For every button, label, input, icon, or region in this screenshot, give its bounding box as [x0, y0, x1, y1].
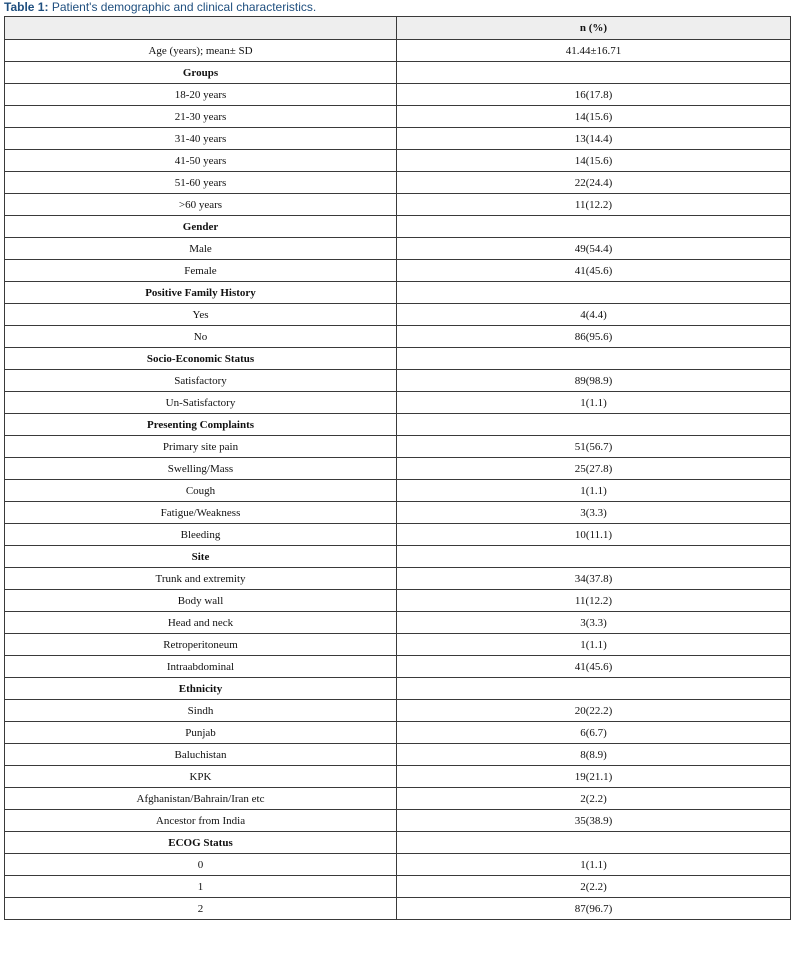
row-label-cell: Primary site pain	[5, 436, 397, 458]
row-value-cell: 1(1.1)	[397, 634, 791, 656]
table-row	[5, 898, 791, 920]
row-label-cell: Head and neck	[5, 612, 397, 634]
row-label-cell: Retroperitoneum	[5, 634, 397, 656]
table-row	[5, 524, 791, 546]
table-row	[5, 568, 791, 590]
section-heading-row	[5, 546, 791, 568]
row-value-cell: 34(37.8)	[397, 568, 791, 590]
row-value-cell: 86(95.6)	[397, 326, 791, 348]
caption-text: Patient's demographic and clinical characteristics.	[51, 0, 317, 14]
row-label-cell: Ancestor from India	[5, 810, 397, 832]
section-heading-cell: Site	[5, 546, 397, 568]
row-label-cell: Un-Satisfactory	[5, 392, 397, 414]
section-heading-cell: Positive Family History	[5, 282, 397, 304]
row-value-cell	[397, 678, 791, 700]
table-row	[5, 700, 791, 722]
table-row	[5, 106, 791, 128]
table-row	[5, 194, 791, 216]
table-row	[5, 788, 791, 810]
section-heading-row	[5, 216, 791, 238]
row-value-cell: 3(3.3)	[397, 502, 791, 524]
table-row	[5, 150, 791, 172]
row-label-cell: 18-20 years	[5, 84, 397, 106]
row-label-cell: 41-50 years	[5, 150, 397, 172]
table-row	[5, 436, 791, 458]
row-value-cell	[397, 832, 791, 854]
table-row	[5, 634, 791, 656]
table-row	[5, 612, 791, 634]
table-row	[5, 854, 791, 876]
row-value-cell: 2(2.2)	[397, 876, 791, 898]
row-value-cell: 1(1.1)	[397, 392, 791, 414]
table-row	[5, 304, 791, 326]
row-value-cell: 14(15.6)	[397, 106, 791, 128]
section-heading-cell: Ethnicity	[5, 678, 397, 700]
row-label-cell: Female	[5, 260, 397, 282]
header-cell-label	[5, 17, 397, 40]
row-label-cell: 51-60 years	[5, 172, 397, 194]
row-value-cell: 35(38.9)	[397, 810, 791, 832]
row-value-cell: 49(54.4)	[397, 238, 791, 260]
row-label-cell: Baluchistan	[5, 744, 397, 766]
row-label-cell: Body wall	[5, 590, 397, 612]
table-row	[5, 656, 791, 678]
row-value-cell: 87(96.7)	[397, 898, 791, 920]
row-value-cell: 51(56.7)	[397, 436, 791, 458]
table-row	[5, 502, 791, 524]
row-label-cell: Male	[5, 238, 397, 260]
table-row	[5, 876, 791, 898]
row-label-cell: Swelling/Mass	[5, 458, 397, 480]
section-heading-cell: Socio-Economic Status	[5, 348, 397, 370]
row-value-cell: 11(12.2)	[397, 590, 791, 612]
table-row	[5, 766, 791, 788]
row-label-cell: Yes	[5, 304, 397, 326]
row-value-cell: 20(22.2)	[397, 700, 791, 722]
row-value-cell	[397, 414, 791, 436]
row-label-cell: Fatigue/Weakness	[5, 502, 397, 524]
row-value-cell: 16(17.8)	[397, 84, 791, 106]
row-label-cell: Afghanistan/Bahrain/Iran etc	[5, 788, 397, 810]
section-heading-cell: Gender	[5, 216, 397, 238]
row-value-cell: 6(6.7)	[397, 722, 791, 744]
row-label-cell: No	[5, 326, 397, 348]
table-row	[5, 370, 791, 392]
row-value-cell: 14(15.6)	[397, 150, 791, 172]
row-value-cell	[397, 546, 791, 568]
section-heading-row	[5, 62, 791, 84]
row-label-cell: 2	[5, 898, 397, 920]
characteristics-table	[4, 16, 791, 920]
row-label-cell: Cough	[5, 480, 397, 502]
table-row	[5, 238, 791, 260]
section-heading-row	[5, 282, 791, 304]
header-row	[5, 17, 791, 40]
section-heading-cell: ECOG Status	[5, 832, 397, 854]
row-label-cell: Sindh	[5, 700, 397, 722]
table-row	[5, 458, 791, 480]
row-label-cell: >60 years	[5, 194, 397, 216]
table-row	[5, 40, 791, 62]
row-value-cell: 10(11.1)	[397, 524, 791, 546]
row-value-cell: 1(1.1)	[397, 854, 791, 876]
row-label-cell: Bleeding	[5, 524, 397, 546]
section-heading-cell: Groups	[5, 62, 397, 84]
table-row	[5, 744, 791, 766]
section-heading-row	[5, 348, 791, 370]
table-row	[5, 722, 791, 744]
row-label-cell: 1	[5, 876, 397, 898]
header-cell-value: n (%)	[397, 17, 791, 40]
row-label-cell: Punjab	[5, 722, 397, 744]
row-label-cell: Satisfactory	[5, 370, 397, 392]
caption-label: Table 1:	[4, 0, 49, 14]
row-value-cell	[397, 216, 791, 238]
row-value-cell: 19(21.1)	[397, 766, 791, 788]
row-label-cell: 21-30 years	[5, 106, 397, 128]
table-row	[5, 128, 791, 150]
row-value-cell: 89(98.9)	[397, 370, 791, 392]
table-body	[5, 40, 791, 920]
row-value-cell	[397, 62, 791, 84]
section-heading-row	[5, 414, 791, 436]
table-row	[5, 172, 791, 194]
row-value-cell	[397, 348, 791, 370]
row-label-cell: Intraabdominal	[5, 656, 397, 678]
row-value-cell: 2(2.2)	[397, 788, 791, 810]
row-value-cell: 4(4.4)	[397, 304, 791, 326]
row-value-cell: 8(8.9)	[397, 744, 791, 766]
table-row	[5, 590, 791, 612]
row-label-cell: Trunk and extremity	[5, 568, 397, 590]
row-value-cell: 3(3.3)	[397, 612, 791, 634]
row-label-cell: 31-40 years	[5, 128, 397, 150]
table-row	[5, 326, 791, 348]
table-row	[5, 480, 791, 502]
row-label-cell: 0	[5, 854, 397, 876]
row-value-cell: 22(24.4)	[397, 172, 791, 194]
row-value-cell: 41(45.6)	[397, 656, 791, 678]
table-row	[5, 84, 791, 106]
section-heading-row	[5, 678, 791, 700]
row-value-cell	[397, 282, 791, 304]
row-value-cell: 11(12.2)	[397, 194, 791, 216]
table-caption	[4, 0, 316, 14]
table-row	[5, 260, 791, 282]
table-row	[5, 392, 791, 414]
row-value-cell: 1(1.1)	[397, 480, 791, 502]
row-value-cell: 13(14.4)	[397, 128, 791, 150]
row-value-cell: 41.44±16.71	[397, 40, 791, 62]
table-row	[5, 810, 791, 832]
row-value-cell: 41(45.6)	[397, 260, 791, 282]
row-label-cell: KPK	[5, 766, 397, 788]
section-heading-row	[5, 832, 791, 854]
row-value-cell: 25(27.8)	[397, 458, 791, 480]
section-heading-cell: Presenting Complaints	[5, 414, 397, 436]
row-label-cell: Age (years); mean± SD	[5, 40, 397, 62]
